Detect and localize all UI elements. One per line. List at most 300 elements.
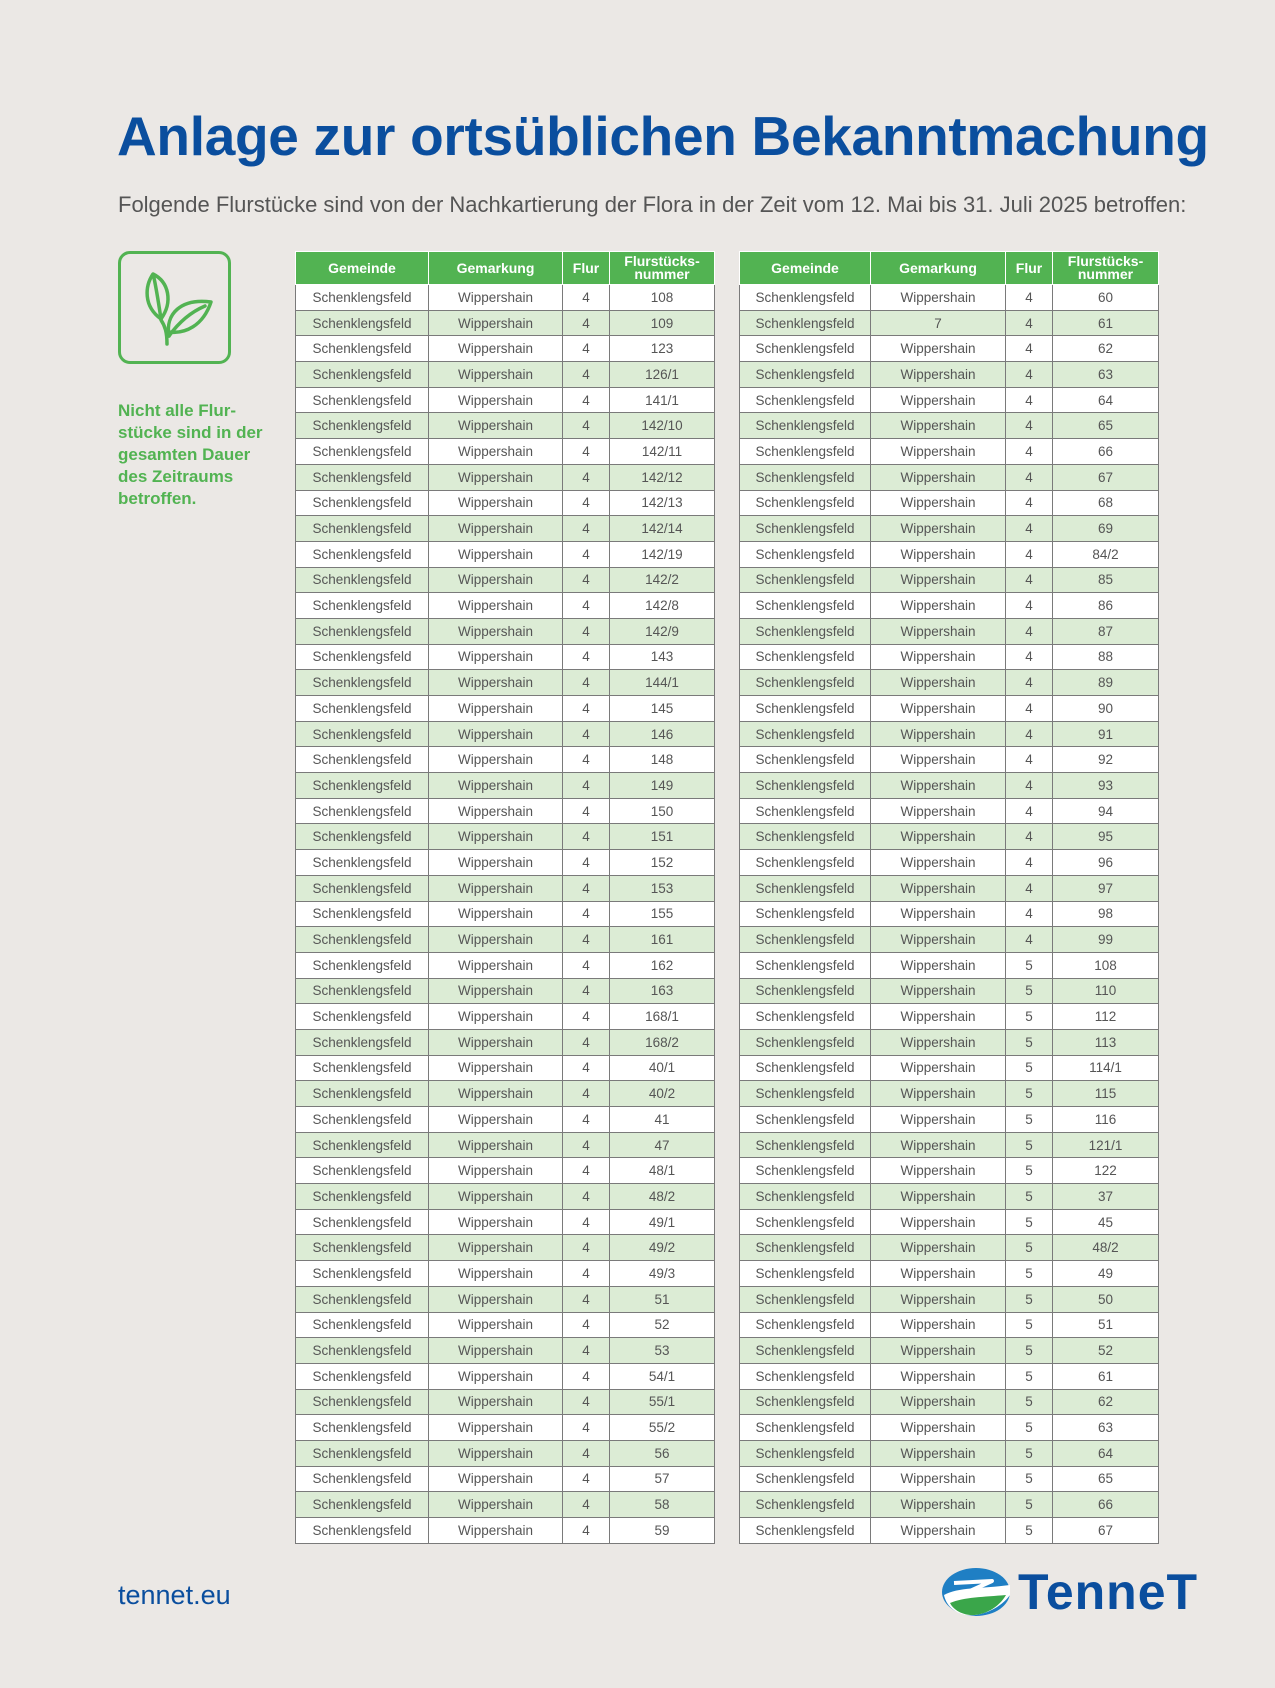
cell-gemarkung: Wippershain bbox=[429, 413, 563, 439]
cell-gemarkung: Wippershain bbox=[429, 1055, 563, 1081]
table-row bbox=[296, 387, 715, 413]
cell-flur: 4 bbox=[1006, 439, 1053, 465]
table-row bbox=[296, 696, 715, 722]
table-row bbox=[296, 952, 715, 978]
cell-flurstuecksnummer: 141/1 bbox=[610, 387, 715, 413]
table-row bbox=[740, 952, 1159, 978]
cell-gemeinde: Schenklengsfeld bbox=[740, 875, 871, 901]
tennet-logo-icon bbox=[940, 1565, 1012, 1619]
cell-gemeinde: Schenklengsfeld bbox=[740, 1029, 871, 1055]
cell-gemarkung: Wippershain bbox=[871, 490, 1006, 516]
cell-flurstuecksnummer: 142/2 bbox=[610, 567, 715, 593]
table-row bbox=[296, 1363, 715, 1389]
cell-gemeinde: Schenklengsfeld bbox=[296, 747, 429, 773]
cell-gemarkung: Wippershain bbox=[871, 875, 1006, 901]
cell-gemeinde: Schenklengsfeld bbox=[296, 541, 429, 567]
table-row bbox=[296, 1312, 715, 1338]
cell-flurstuecksnummer: 126/1 bbox=[610, 362, 715, 388]
table-row bbox=[296, 747, 715, 773]
cell-gemeinde: Schenklengsfeld bbox=[296, 1338, 429, 1364]
cell-flur: 4 bbox=[563, 1158, 610, 1184]
cell-gemeinde: Schenklengsfeld bbox=[296, 875, 429, 901]
cell-flurstuecksnummer: 162 bbox=[610, 952, 715, 978]
table-row bbox=[296, 824, 715, 850]
cell-flur: 5 bbox=[1006, 1107, 1053, 1133]
cell-gemarkung: Wippershain bbox=[429, 850, 563, 876]
table-row bbox=[296, 1184, 715, 1210]
table-row bbox=[740, 1466, 1159, 1492]
cell-flur: 4 bbox=[563, 1363, 610, 1389]
cell-flurstuecksnummer: 37 bbox=[1053, 1184, 1159, 1210]
cell-flur: 4 bbox=[563, 824, 610, 850]
cell-gemarkung: 7 bbox=[871, 310, 1006, 336]
cell-gemarkung: Wippershain bbox=[871, 696, 1006, 722]
cell-gemeinde: Schenklengsfeld bbox=[740, 336, 871, 362]
cell-flur: 5 bbox=[1006, 1389, 1053, 1415]
cell-gemeinde: Schenklengsfeld bbox=[740, 1235, 871, 1261]
cell-gemeinde: Schenklengsfeld bbox=[296, 1158, 429, 1184]
cell-flur: 4 bbox=[1006, 541, 1053, 567]
cell-gemeinde: Schenklengsfeld bbox=[740, 1158, 871, 1184]
cell-gemeinde: Schenklengsfeld bbox=[296, 1415, 429, 1441]
cell-flur: 4 bbox=[563, 952, 610, 978]
cell-flurstuecksnummer: 52 bbox=[610, 1312, 715, 1338]
cell-gemarkung: Wippershain bbox=[871, 824, 1006, 850]
cell-gemarkung: Wippershain bbox=[871, 1261, 1006, 1287]
cell-flur: 4 bbox=[563, 1004, 610, 1030]
cell-gemeinde: Schenklengsfeld bbox=[740, 285, 871, 311]
cell-gemeinde: Schenklengsfeld bbox=[740, 1440, 871, 1466]
cell-flur: 4 bbox=[563, 1415, 610, 1441]
cell-flurstuecksnummer: 49/2 bbox=[610, 1235, 715, 1261]
cell-flur: 4 bbox=[1006, 285, 1053, 311]
cell-gemarkung: Wippershain bbox=[871, 1107, 1006, 1133]
cell-flur: 4 bbox=[563, 285, 610, 311]
table-row bbox=[296, 1338, 715, 1364]
cell-flur: 5 bbox=[1006, 1184, 1053, 1210]
col-header-gemarkung: Gemarkung bbox=[429, 252, 563, 285]
cell-flur: 4 bbox=[563, 1389, 610, 1415]
table-row bbox=[740, 1055, 1159, 1081]
cell-flurstuecksnummer: 96 bbox=[1053, 850, 1159, 876]
table-row bbox=[296, 362, 715, 388]
cell-gemarkung: Wippershain bbox=[871, 541, 1006, 567]
cell-flurstuecksnummer: 87 bbox=[1053, 618, 1159, 644]
cell-flur: 4 bbox=[563, 696, 610, 722]
cell-gemeinde: Schenklengsfeld bbox=[296, 1132, 429, 1158]
cell-flurstuecksnummer: 60 bbox=[1053, 285, 1159, 311]
cell-gemarkung: Wippershain bbox=[429, 1132, 563, 1158]
table-row bbox=[296, 1415, 715, 1441]
cell-flurstuecksnummer: 114/1 bbox=[1053, 1055, 1159, 1081]
cell-flurstuecksnummer: 97 bbox=[1053, 875, 1159, 901]
table-row bbox=[296, 798, 715, 824]
cell-flur: 4 bbox=[563, 310, 610, 336]
cell-gemeinde: Schenklengsfeld bbox=[740, 1132, 871, 1158]
table-row bbox=[296, 875, 715, 901]
cell-gemarkung: Wippershain bbox=[429, 901, 563, 927]
cell-flurstuecksnummer: 49 bbox=[1053, 1261, 1159, 1287]
cell-gemarkung: Wippershain bbox=[429, 541, 563, 567]
cell-flur: 4 bbox=[563, 362, 610, 388]
cell-flurstuecksnummer: 168/2 bbox=[610, 1029, 715, 1055]
cell-gemeinde: Schenklengsfeld bbox=[296, 1518, 429, 1544]
table-row bbox=[740, 593, 1159, 619]
col-header-gemarkung: Gemarkung bbox=[871, 252, 1006, 285]
cell-flurstuecksnummer: 62 bbox=[1053, 1389, 1159, 1415]
cell-flur: 4 bbox=[563, 490, 610, 516]
cell-gemarkung: Wippershain bbox=[871, 516, 1006, 542]
cell-flur: 4 bbox=[1006, 490, 1053, 516]
cell-flurstuecksnummer: 41 bbox=[610, 1107, 715, 1133]
table-row bbox=[740, 387, 1159, 413]
cell-gemeinde: Schenklengsfeld bbox=[296, 773, 429, 799]
page-subtitle: Folgende Flurstücke sind von der Nachkartierung der Flora in der Zeit vom 12. Mai bis 31. Juli 2025 betroffen: bbox=[118, 192, 1187, 217]
cell-gemarkung: Wippershain bbox=[429, 670, 563, 696]
cell-flur: 5 bbox=[1006, 1466, 1053, 1492]
cell-flur: 4 bbox=[563, 721, 610, 747]
table-row bbox=[740, 1209, 1159, 1235]
parcel-table-left bbox=[295, 251, 715, 1544]
cell-flurstuecksnummer: 108 bbox=[1053, 952, 1159, 978]
table-row bbox=[296, 1081, 715, 1107]
cell-flurstuecksnummer: 121/1 bbox=[1053, 1132, 1159, 1158]
cell-flurstuecksnummer: 51 bbox=[1053, 1312, 1159, 1338]
cell-gemeinde: Schenklengsfeld bbox=[740, 952, 871, 978]
cell-flur: 4 bbox=[563, 927, 610, 953]
cell-gemeinde: Schenklengsfeld bbox=[740, 1184, 871, 1210]
cell-flur: 4 bbox=[563, 773, 610, 799]
table-row bbox=[740, 1132, 1159, 1158]
cell-gemarkung: Wippershain bbox=[429, 644, 563, 670]
cell-flur: 4 bbox=[563, 1055, 610, 1081]
cell-flurstuecksnummer: 142/8 bbox=[610, 593, 715, 619]
table-row bbox=[740, 618, 1159, 644]
cell-flurstuecksnummer: 86 bbox=[1053, 593, 1159, 619]
cell-flurstuecksnummer: 94 bbox=[1053, 798, 1159, 824]
cell-flurstuecksnummer: 95 bbox=[1053, 824, 1159, 850]
table-row bbox=[740, 541, 1159, 567]
cell-gemarkung: Wippershain bbox=[871, 1518, 1006, 1544]
cell-gemarkung: Wippershain bbox=[429, 387, 563, 413]
cell-flurstuecksnummer: 113 bbox=[1053, 1029, 1159, 1055]
cell-gemarkung: Wippershain bbox=[429, 927, 563, 953]
cell-gemarkung: Wippershain bbox=[871, 747, 1006, 773]
cell-gemeinde: Schenklengsfeld bbox=[740, 850, 871, 876]
table-row bbox=[296, 1107, 715, 1133]
table-row bbox=[740, 490, 1159, 516]
cell-gemeinde: Schenklengsfeld bbox=[296, 1440, 429, 1466]
table-row bbox=[296, 567, 715, 593]
col-header-nummer: Flurstücks- nummer bbox=[1053, 252, 1159, 285]
table-row bbox=[296, 644, 715, 670]
cell-flur: 4 bbox=[1006, 850, 1053, 876]
cell-flurstuecksnummer: 67 bbox=[1053, 1518, 1159, 1544]
table-row bbox=[296, 1518, 715, 1544]
cell-flurstuecksnummer: 142/13 bbox=[610, 490, 715, 516]
table-row bbox=[740, 1338, 1159, 1364]
cell-gemarkung: Wippershain bbox=[871, 1184, 1006, 1210]
cell-flur: 5 bbox=[1006, 1286, 1053, 1312]
cell-gemeinde: Schenklengsfeld bbox=[740, 1312, 871, 1338]
cell-flur: 4 bbox=[1006, 824, 1053, 850]
table-row bbox=[740, 1363, 1159, 1389]
cell-flur: 4 bbox=[563, 798, 610, 824]
table-row bbox=[296, 721, 715, 747]
cell-flurstuecksnummer: 53 bbox=[610, 1338, 715, 1364]
cell-gemeinde: Schenklengsfeld bbox=[740, 670, 871, 696]
footer-url-link[interactable]: tennet.eu bbox=[118, 1580, 231, 1610]
table-row bbox=[296, 1440, 715, 1466]
cell-gemeinde: Schenklengsfeld bbox=[296, 1235, 429, 1261]
cell-gemeinde: Schenklengsfeld bbox=[296, 1389, 429, 1415]
table-row bbox=[740, 901, 1159, 927]
cell-flur: 4 bbox=[563, 593, 610, 619]
cell-gemarkung: Wippershain bbox=[871, 387, 1006, 413]
cell-gemeinde: Schenklengsfeld bbox=[296, 1466, 429, 1492]
cell-flurstuecksnummer: 92 bbox=[1053, 747, 1159, 773]
cell-gemarkung: Wippershain bbox=[871, 670, 1006, 696]
cell-flur: 4 bbox=[1006, 567, 1053, 593]
cell-flurstuecksnummer: 67 bbox=[1053, 464, 1159, 490]
cell-flurstuecksnummer: 148 bbox=[610, 747, 715, 773]
cell-gemarkung: Wippershain bbox=[429, 1492, 563, 1518]
cell-flurstuecksnummer: 150 bbox=[610, 798, 715, 824]
cell-gemeinde: Schenklengsfeld bbox=[740, 747, 871, 773]
cell-gemarkung: Wippershain bbox=[429, 1338, 563, 1364]
table-row bbox=[740, 798, 1159, 824]
col-header-gemeinde: Gemeinde bbox=[296, 252, 429, 285]
table-row bbox=[296, 413, 715, 439]
cell-gemarkung: Wippershain bbox=[871, 1389, 1006, 1415]
cell-gemarkung: Wippershain bbox=[429, 1363, 563, 1389]
cell-flur: 4 bbox=[563, 618, 610, 644]
cell-flur: 4 bbox=[1006, 927, 1053, 953]
cell-flurstuecksnummer: 57 bbox=[610, 1466, 715, 1492]
cell-gemarkung: Wippershain bbox=[871, 978, 1006, 1004]
cell-flurstuecksnummer: 40/1 bbox=[610, 1055, 715, 1081]
cell-flur: 4 bbox=[563, 670, 610, 696]
cell-gemarkung: Wippershain bbox=[871, 1158, 1006, 1184]
cell-gemeinde: Schenklengsfeld bbox=[740, 901, 871, 927]
table-row bbox=[296, 490, 715, 516]
cell-flur: 5 bbox=[1006, 1261, 1053, 1287]
cell-gemarkung: Wippershain bbox=[429, 1158, 563, 1184]
cell-gemeinde: Schenklengsfeld bbox=[296, 1081, 429, 1107]
table-row bbox=[740, 567, 1159, 593]
cell-flurstuecksnummer: 61 bbox=[1053, 310, 1159, 336]
cell-flurstuecksnummer: 64 bbox=[1053, 1440, 1159, 1466]
cell-gemeinde: Schenklengsfeld bbox=[296, 1363, 429, 1389]
cell-gemarkung: Wippershain bbox=[871, 1286, 1006, 1312]
table-row bbox=[296, 1004, 715, 1030]
cell-flurstuecksnummer: 64 bbox=[1053, 387, 1159, 413]
cell-flur: 5 bbox=[1006, 1235, 1053, 1261]
table-row bbox=[740, 1235, 1159, 1261]
cell-gemeinde: Schenklengsfeld bbox=[296, 310, 429, 336]
cell-gemeinde: Schenklengsfeld bbox=[296, 1492, 429, 1518]
table-row bbox=[740, 978, 1159, 1004]
cell-flurstuecksnummer: 62 bbox=[1053, 336, 1159, 362]
table-row bbox=[296, 285, 715, 311]
cell-flur: 4 bbox=[563, 464, 610, 490]
cell-flurstuecksnummer: 89 bbox=[1053, 670, 1159, 696]
cell-gemeinde: Schenklengsfeld bbox=[740, 1415, 871, 1441]
cell-gemeinde: Schenklengsfeld bbox=[296, 644, 429, 670]
leaf-icon bbox=[118, 251, 231, 364]
cell-flur: 5 bbox=[1006, 1055, 1053, 1081]
cell-flurstuecksnummer: 47 bbox=[610, 1132, 715, 1158]
cell-flur: 4 bbox=[1006, 413, 1053, 439]
cell-flurstuecksnummer: 115 bbox=[1053, 1081, 1159, 1107]
cell-gemarkung: Wippershain bbox=[871, 1440, 1006, 1466]
cell-flurstuecksnummer: 142/11 bbox=[610, 439, 715, 465]
cell-flur: 4 bbox=[1006, 618, 1053, 644]
cell-gemarkung: Wippershain bbox=[871, 850, 1006, 876]
cell-flur: 4 bbox=[563, 387, 610, 413]
cell-flurstuecksnummer: 143 bbox=[610, 644, 715, 670]
cell-gemeinde: Schenklengsfeld bbox=[740, 310, 871, 336]
cell-flurstuecksnummer: 116 bbox=[1053, 1107, 1159, 1133]
cell-flur: 4 bbox=[563, 1261, 610, 1287]
table-row bbox=[740, 824, 1159, 850]
cell-flurstuecksnummer: 142/19 bbox=[610, 541, 715, 567]
cell-flur: 4 bbox=[563, 1466, 610, 1492]
cell-flurstuecksnummer: 155 bbox=[610, 901, 715, 927]
cell-gemeinde: Schenklengsfeld bbox=[296, 670, 429, 696]
cell-gemeinde: Schenklengsfeld bbox=[296, 927, 429, 953]
cell-gemarkung: Wippershain bbox=[871, 1004, 1006, 1030]
cell-gemeinde: Schenklengsfeld bbox=[740, 387, 871, 413]
cell-gemarkung: Wippershain bbox=[871, 798, 1006, 824]
cell-flurstuecksnummer: 108 bbox=[610, 285, 715, 311]
cell-flurstuecksnummer: 52 bbox=[1053, 1338, 1159, 1364]
cell-gemarkung: Wippershain bbox=[429, 1518, 563, 1544]
cell-flur: 4 bbox=[1006, 875, 1053, 901]
cell-gemarkung: Wippershain bbox=[429, 875, 563, 901]
cell-flurstuecksnummer: 61 bbox=[1053, 1363, 1159, 1389]
tennet-logo bbox=[940, 1565, 1210, 1621]
table-row bbox=[296, 1209, 715, 1235]
table-row bbox=[296, 1235, 715, 1261]
cell-gemeinde: Schenklengsfeld bbox=[740, 1338, 871, 1364]
cell-flurstuecksnummer: 142/10 bbox=[610, 413, 715, 439]
cell-flur: 5 bbox=[1006, 1415, 1053, 1441]
cell-gemarkung: Wippershain bbox=[429, 824, 563, 850]
cell-gemeinde: Schenklengsfeld bbox=[296, 901, 429, 927]
table-row bbox=[740, 1415, 1159, 1441]
cell-flur: 5 bbox=[1006, 1440, 1053, 1466]
cell-flurstuecksnummer: 56 bbox=[610, 1440, 715, 1466]
note-text: Nicht alle Flur-stücke sind in der gesamten Dauer des Zeitraums betroffen. bbox=[118, 401, 263, 508]
cell-flurstuecksnummer: 84/2 bbox=[1053, 541, 1159, 567]
table-row bbox=[740, 516, 1159, 542]
cell-gemarkung: Wippershain bbox=[429, 1312, 563, 1338]
cell-gemarkung: Wippershain bbox=[871, 1235, 1006, 1261]
table-row bbox=[296, 1055, 715, 1081]
cell-flur: 4 bbox=[563, 1081, 610, 1107]
cell-gemeinde: Schenklengsfeld bbox=[740, 618, 871, 644]
table-row bbox=[296, 1466, 715, 1492]
cell-gemarkung: Wippershain bbox=[871, 1209, 1006, 1235]
cell-flurstuecksnummer: 142/14 bbox=[610, 516, 715, 542]
cell-gemeinde: Schenklengsfeld bbox=[740, 1107, 871, 1133]
cell-flur: 5 bbox=[1006, 1081, 1053, 1107]
table-row bbox=[296, 850, 715, 876]
cell-gemarkung: Wippershain bbox=[871, 285, 1006, 311]
cell-gemarkung: Wippershain bbox=[429, 798, 563, 824]
cell-flur: 5 bbox=[1006, 1312, 1053, 1338]
cell-gemeinde: Schenklengsfeld bbox=[296, 1286, 429, 1312]
cell-flurstuecksnummer: 88 bbox=[1053, 644, 1159, 670]
table-row bbox=[740, 1261, 1159, 1287]
cell-flur: 4 bbox=[1006, 670, 1053, 696]
cell-gemarkung: Wippershain bbox=[429, 1440, 563, 1466]
cell-gemeinde: Schenklengsfeld bbox=[296, 567, 429, 593]
cell-flur: 4 bbox=[563, 1029, 610, 1055]
cell-flur: 4 bbox=[563, 413, 610, 439]
cell-gemarkung: Wippershain bbox=[429, 1004, 563, 1030]
cell-gemeinde: Schenklengsfeld bbox=[740, 1286, 871, 1312]
col-header-nummer: Flurstücks- nummer bbox=[610, 252, 715, 285]
cell-gemeinde: Schenklengsfeld bbox=[296, 1312, 429, 1338]
cell-flur: 4 bbox=[1006, 773, 1053, 799]
cell-flurstuecksnummer: 142/9 bbox=[610, 618, 715, 644]
cell-gemeinde: Schenklengsfeld bbox=[296, 1004, 429, 1030]
cell-flurstuecksnummer: 144/1 bbox=[610, 670, 715, 696]
table-row bbox=[740, 773, 1159, 799]
cell-gemarkung: Wippershain bbox=[429, 1261, 563, 1287]
cell-flur: 4 bbox=[563, 1132, 610, 1158]
cell-gemarkung: Wippershain bbox=[429, 747, 563, 773]
table-row bbox=[740, 336, 1159, 362]
cell-gemeinde: Schenklengsfeld bbox=[740, 1389, 871, 1415]
cell-gemeinde: Schenklengsfeld bbox=[740, 978, 871, 1004]
cell-flurstuecksnummer: 63 bbox=[1053, 362, 1159, 388]
cell-gemeinde: Schenklengsfeld bbox=[740, 721, 871, 747]
cell-flur: 4 bbox=[1006, 516, 1053, 542]
cell-gemarkung: Wippershain bbox=[871, 362, 1006, 388]
cell-gemeinde: Schenklengsfeld bbox=[296, 696, 429, 722]
table-row bbox=[296, 464, 715, 490]
table-row bbox=[740, 670, 1159, 696]
cell-flur: 4 bbox=[1006, 901, 1053, 927]
table-row bbox=[296, 310, 715, 336]
cell-gemeinde: Schenklengsfeld bbox=[296, 413, 429, 439]
table-row bbox=[740, 1184, 1159, 1210]
cell-gemarkung: Wippershain bbox=[429, 696, 563, 722]
cell-flurstuecksnummer: 163 bbox=[610, 978, 715, 1004]
cell-flurstuecksnummer: 91 bbox=[1053, 721, 1159, 747]
cell-flur: 4 bbox=[563, 567, 610, 593]
cell-flur: 4 bbox=[1006, 464, 1053, 490]
cell-gemarkung: Wippershain bbox=[429, 773, 563, 799]
cell-flur: 4 bbox=[563, 1209, 610, 1235]
cell-gemeinde: Schenklengsfeld bbox=[740, 773, 871, 799]
cell-flurstuecksnummer: 45 bbox=[1053, 1209, 1159, 1235]
cell-gemarkung: Wippershain bbox=[871, 1466, 1006, 1492]
cell-gemarkung: Wippershain bbox=[429, 285, 563, 311]
table-row bbox=[740, 927, 1159, 953]
cell-flurstuecksnummer: 93 bbox=[1053, 773, 1159, 799]
table-row bbox=[740, 644, 1159, 670]
cell-flur: 4 bbox=[563, 1235, 610, 1261]
cell-gemeinde: Schenklengsfeld bbox=[296, 850, 429, 876]
cell-flurstuecksnummer: 59 bbox=[610, 1518, 715, 1544]
cell-gemeinde: Schenklengsfeld bbox=[296, 593, 429, 619]
cell-gemarkung: Wippershain bbox=[429, 1389, 563, 1415]
table-row bbox=[296, 1029, 715, 1055]
